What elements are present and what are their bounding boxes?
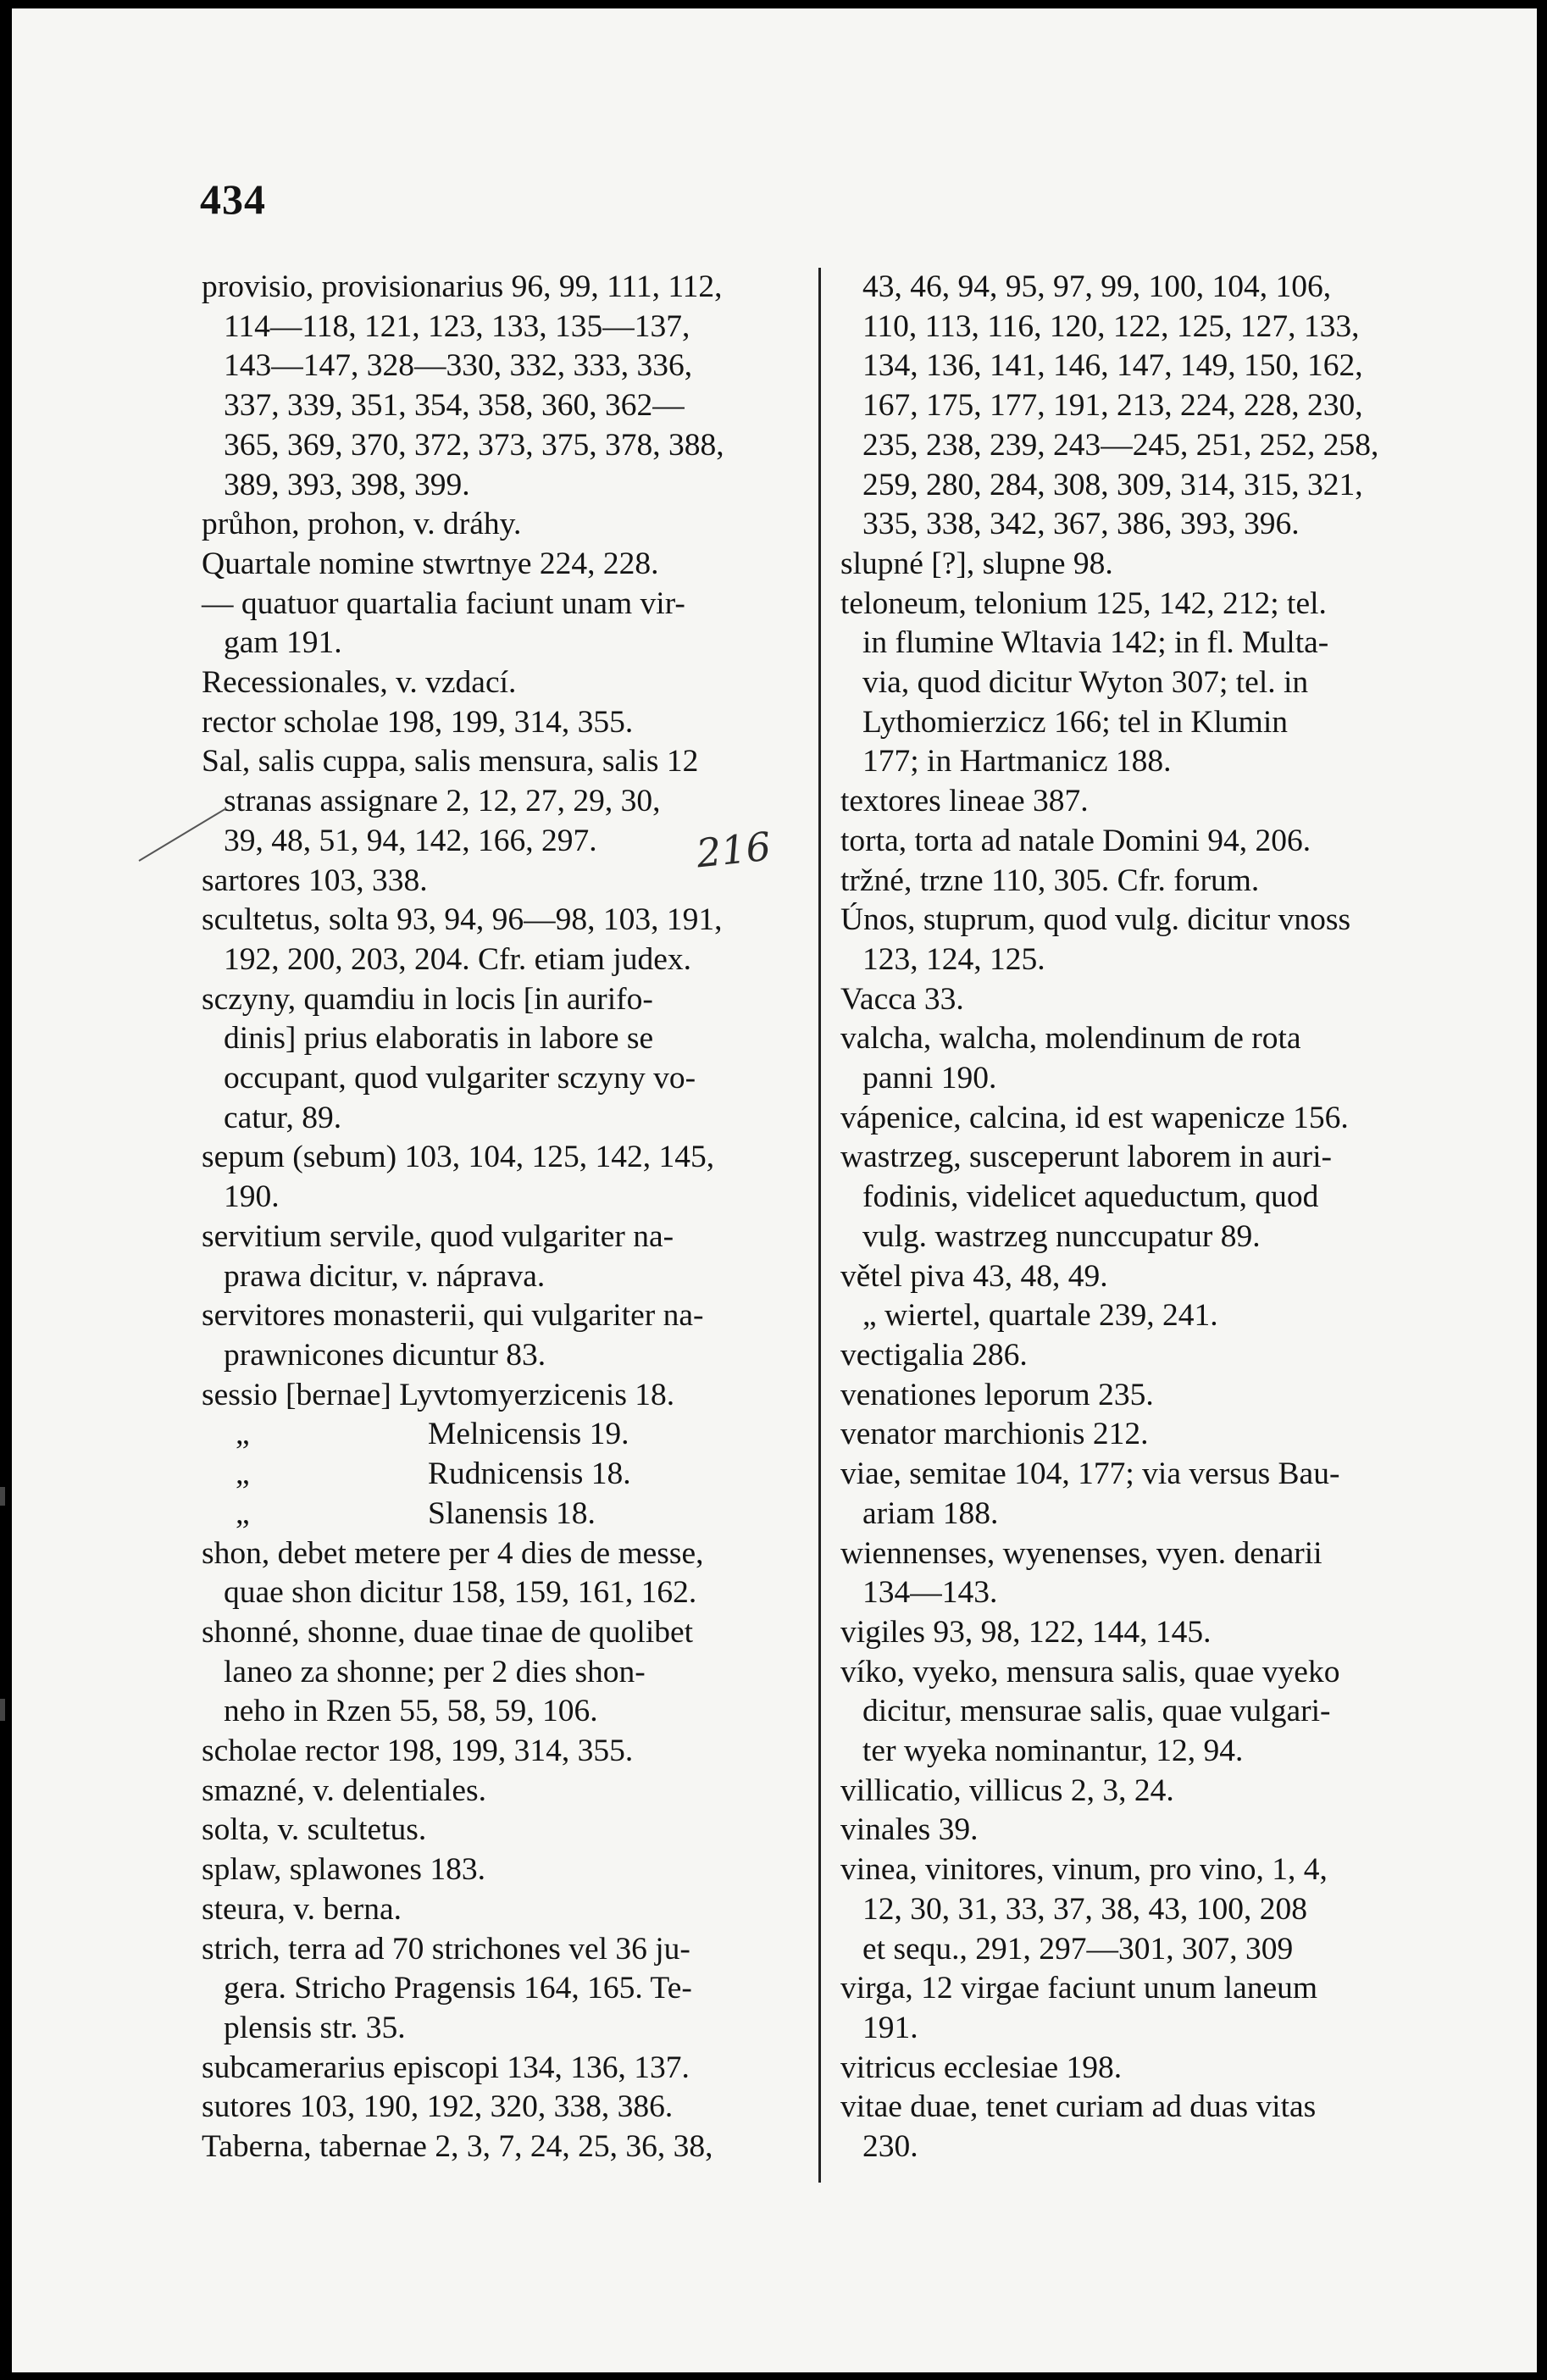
index-entry-line: stranas assignare 2, 12, 27, 29, 30,: [224, 784, 661, 819]
index-entry-line: vigiles 93, 98, 122, 144, 145.: [840, 1614, 1212, 1650]
index-entry-line: strich, terra ad 70 strichones vel 36 ju-: [202, 1931, 690, 1967]
index-entry-line: 39, 48, 51, 94, 142, 166, 297.: [224, 823, 597, 858]
index-entry-line: Recessionales, v. vzdací.: [202, 665, 517, 701]
index-entry-line: steura, v. berna.: [202, 1891, 402, 1927]
binding-mark: [0, 1487, 5, 1506]
index-entry-line: villicatio, villicus 2, 3, 24.: [840, 1773, 1174, 1808]
index-entry-line: prawnicones dicuntur 83.: [224, 1337, 546, 1373]
index-entry-line: plensis str. 35.: [224, 2010, 406, 2045]
index-entry-line: laneo za shonne; per 2 dies shon-: [224, 1654, 646, 1689]
index-entry-line: 192, 200, 203, 204. Cfr. etiam judex.: [224, 941, 692, 977]
index-entry-line: sczyny, quamdiu in locis [in aurifo-: [202, 981, 653, 1017]
index-entry-line: 191.: [862, 2010, 918, 2045]
index-entry-line: gam 191.: [224, 625, 342, 661]
index-entry-line: scholae rector 198, 199, 314, 355.: [202, 1734, 634, 1769]
index-entry-line: 134—143.: [862, 1575, 998, 1611]
index-entry-line: wiennenses, wyenenses, vyen. denarii: [840, 1535, 1322, 1571]
index-entry-line: — quatuor quartalia faciunt unam vir-: [202, 585, 685, 621]
index-column-left: [202, 268, 795, 2167]
index-entry-line: teloneum, telonium 125, 142, 212; tel.: [840, 585, 1327, 621]
index-entry-line: shon, debet metere per 4 dies de messe,: [202, 1535, 704, 1571]
index-entry-line: servitores monasterii, qui vulgariter na-: [202, 1298, 704, 1334]
ditto-entry-row: [202, 1495, 795, 1534]
index-entry-line: in flumine Wltavia 142; in fl. Multa-: [862, 625, 1329, 661]
index-entry-line: scultetus, solta 93, 94, 96—98, 103, 191,: [202, 902, 723, 938]
ditto-entry-text: Slanensis 18.: [428, 1495, 596, 1531]
ditto-entry-row: [202, 1415, 795, 1455]
index-entry-line: vinales 39.: [840, 1812, 979, 1848]
index-entry-line: 43, 46, 94, 95, 97, 99, 100, 104, 106,: [862, 269, 1332, 304]
index-entry-line: sartores 103, 338.: [202, 863, 428, 898]
index-entry-line: 110, 113, 116, 120, 122, 125, 127, 133,: [862, 308, 1360, 344]
ditto-entry-row: [202, 1455, 795, 1495]
ditto-mark: „: [236, 1456, 250, 1492]
index-entry-line: 230.: [862, 2129, 918, 2165]
index-entry-line: Quartale nomine stwrtnye 224, 228.: [202, 546, 659, 581]
index-entry-line: et sequ., 291, 297—301, 307, 309: [862, 1931, 1294, 1967]
index-entry-line: 114—118, 121, 123, 133, 135—137,: [224, 308, 690, 344]
index-entry-line: „ wiertel, quartale 239, 241.: [862, 1298, 1218, 1334]
index-entry-line: ter wyeka nominantur, 12, 94.: [862, 1734, 1244, 1769]
index-entry-line: 335, 338, 342, 367, 386, 393, 396.: [862, 507, 1300, 542]
index-entry-line: viae, semitae 104, 177; via versus Bau-: [840, 1456, 1340, 1492]
index-entry-line: vectigalia 286.: [840, 1337, 1028, 1373]
index-entry-line: Taberna, tabernae 2, 3, 7, 24, 25, 36, 38,: [202, 2129, 713, 2165]
index-entry-line: 143—147, 328—330, 332, 333, 336,: [224, 348, 693, 384]
ditto-mark: „: [236, 1495, 250, 1531]
column-divider: [818, 268, 821, 2183]
index-entry-line: tržné, trzne 110, 305. Cfr. forum.: [840, 863, 1260, 898]
index-entry-line: neho in Rzen 55, 58, 59, 106.: [224, 1694, 598, 1729]
ditto-mark: „: [236, 1417, 250, 1452]
index-entry-line: Sal, salis cuppa, salis mensura, salis 12: [202, 744, 699, 779]
index-entry-line: sessio [bernae] Lyvtomyerzicenis 18.: [202, 1377, 675, 1412]
index-entry-line: gera. Stricho Pragensis 164, 165. Te-: [224, 1971, 692, 2006]
index-entry-line: venator marchionis 212.: [840, 1417, 1149, 1452]
index-entry-line: panni 190.: [862, 1061, 997, 1096]
index-entry-line: 177; in Hartmanicz 188.: [862, 744, 1172, 779]
index-entry-line: 123, 124, 125.: [862, 941, 1045, 977]
index-entry-line: víko, vyeko, mensura salis, quae vyeko: [840, 1654, 1340, 1689]
index-entry-line: 259, 280, 284, 308, 309, 314, 315, 321,: [862, 467, 1363, 502]
index-entry-line: virga, 12 virgae faciunt unum laneum: [840, 1971, 1318, 2006]
index-entry-line: 167, 175, 177, 191, 213, 224, 228, 230,: [862, 388, 1363, 424]
index-entry-line: Lythomierzicz 166; tel in Klumin: [862, 704, 1288, 740]
index-entry-line: provisio, provisionarius 96, 99, 111, 112,: [202, 269, 723, 304]
handwritten-annotation: 216: [694, 823, 774, 877]
index-entry-line: wastrzeg, susceperunt laborem in auri-: [840, 1140, 1332, 1175]
index-entry-line: vitae duae, tenet curiam ad duas vitas: [840, 2089, 1317, 2125]
index-entry-line: 235, 238, 239, 243—245, 251, 252, 258,: [862, 427, 1379, 463]
index-entry-line: vinea, vinitores, vinum, pro vino, 1, 4,: [840, 1852, 1328, 1888]
index-entry-line: 134, 136, 141, 146, 147, 149, 150, 162,: [862, 348, 1363, 384]
index-entry-line: rector scholae 198, 199, 314, 355.: [202, 704, 634, 740]
index-entry-line: splaw, splawones 183.: [202, 1852, 486, 1888]
index-entry-line: catur, 89.: [224, 1100, 342, 1135]
index-entry-line: dinis] prius elaboratis in labore se: [224, 1021, 654, 1057]
index-entry-line: solta, v. scultetus.: [202, 1812, 427, 1848]
index-entry-line: 389, 393, 398, 399.: [224, 467, 470, 502]
page-number: 434: [200, 175, 266, 223]
index-entry-line: quae shon dicitur 158, 159, 161, 162.: [224, 1575, 697, 1611]
index-entry-line: servitium servile, quod vulgariter na-: [202, 1218, 674, 1254]
index-entry-line: occupant, quod vulgariter sczyny vo-: [224, 1061, 696, 1096]
index-entry-line: Vacca 33.: [840, 981, 964, 1017]
index-entry-line: prawa dicitur, v. náprava.: [224, 1258, 546, 1294]
index-entry-line: 12, 30, 31, 33, 37, 38, 43, 100, 208: [862, 1891, 1307, 1927]
index-entry-line: vitricus ecclesiae 198.: [840, 2050, 1123, 2085]
index-entry-line: 337, 339, 351, 354, 358, 360, 362—: [224, 388, 685, 424]
index-entry-line: slupné [?], slupne 98.: [840, 546, 1113, 581]
ditto-entry-text: Rudnicensis 18.: [428, 1456, 631, 1492]
index-entry-line: ariam 188.: [862, 1495, 999, 1531]
index-entry-line: dicitur, mensurae salis, quae vulgari-: [862, 1694, 1331, 1729]
index-entry-line: Únos, stuprum, quod vulg. dicitur vnoss: [840, 902, 1351, 938]
index-entry-line: subcamerarius episcopi 134, 136, 137.: [202, 2050, 690, 2085]
index-entry-line: vápenice, calcina, id est wapenicze 156.: [840, 1100, 1349, 1135]
index-entry-line: sepum (sebum) 103, 104, 125, 142, 145,: [202, 1140, 715, 1175]
index-column-right: [840, 268, 1444, 2167]
index-entry-line: vulg. wastrzeg nunccupatur 89.: [862, 1218, 1261, 1254]
index-entry-line: větel piva 43, 48, 49.: [840, 1258, 1108, 1294]
index-entry-line: fodinis, videlicet aqueductum, quod: [862, 1179, 1319, 1215]
index-entry-line: shonné, shonne, duae tinae de quolibet: [202, 1614, 694, 1650]
index-entry-line: textores lineae 387.: [840, 784, 1089, 819]
ditto-entry-text: Melnicensis 19.: [428, 1417, 629, 1452]
index-entry-line: 365, 369, 370, 372, 373, 375, 378, 388,: [224, 427, 724, 463]
index-entry-line: smazné, v. delentiales.: [202, 1773, 486, 1808]
index-entry-line: torta, torta ad natale Domini 94, 206.: [840, 823, 1311, 858]
index-entry-line: via, quod dicitur Wyton 307; tel. in: [862, 665, 1309, 701]
index-entry-line: valcha, walcha, molendinum de rota: [840, 1021, 1301, 1057]
index-entry-line: venationes leporum 235.: [840, 1377, 1154, 1412]
index-entry-line: 190.: [224, 1179, 280, 1215]
binding-mark: [0, 1699, 5, 1721]
index-entry-line: průhon, prohon, v. dráhy.: [202, 507, 522, 542]
index-entry-line: sutores 103, 190, 192, 320, 338, 386.: [202, 2089, 674, 2125]
book-page: [12, 8, 1537, 2372]
